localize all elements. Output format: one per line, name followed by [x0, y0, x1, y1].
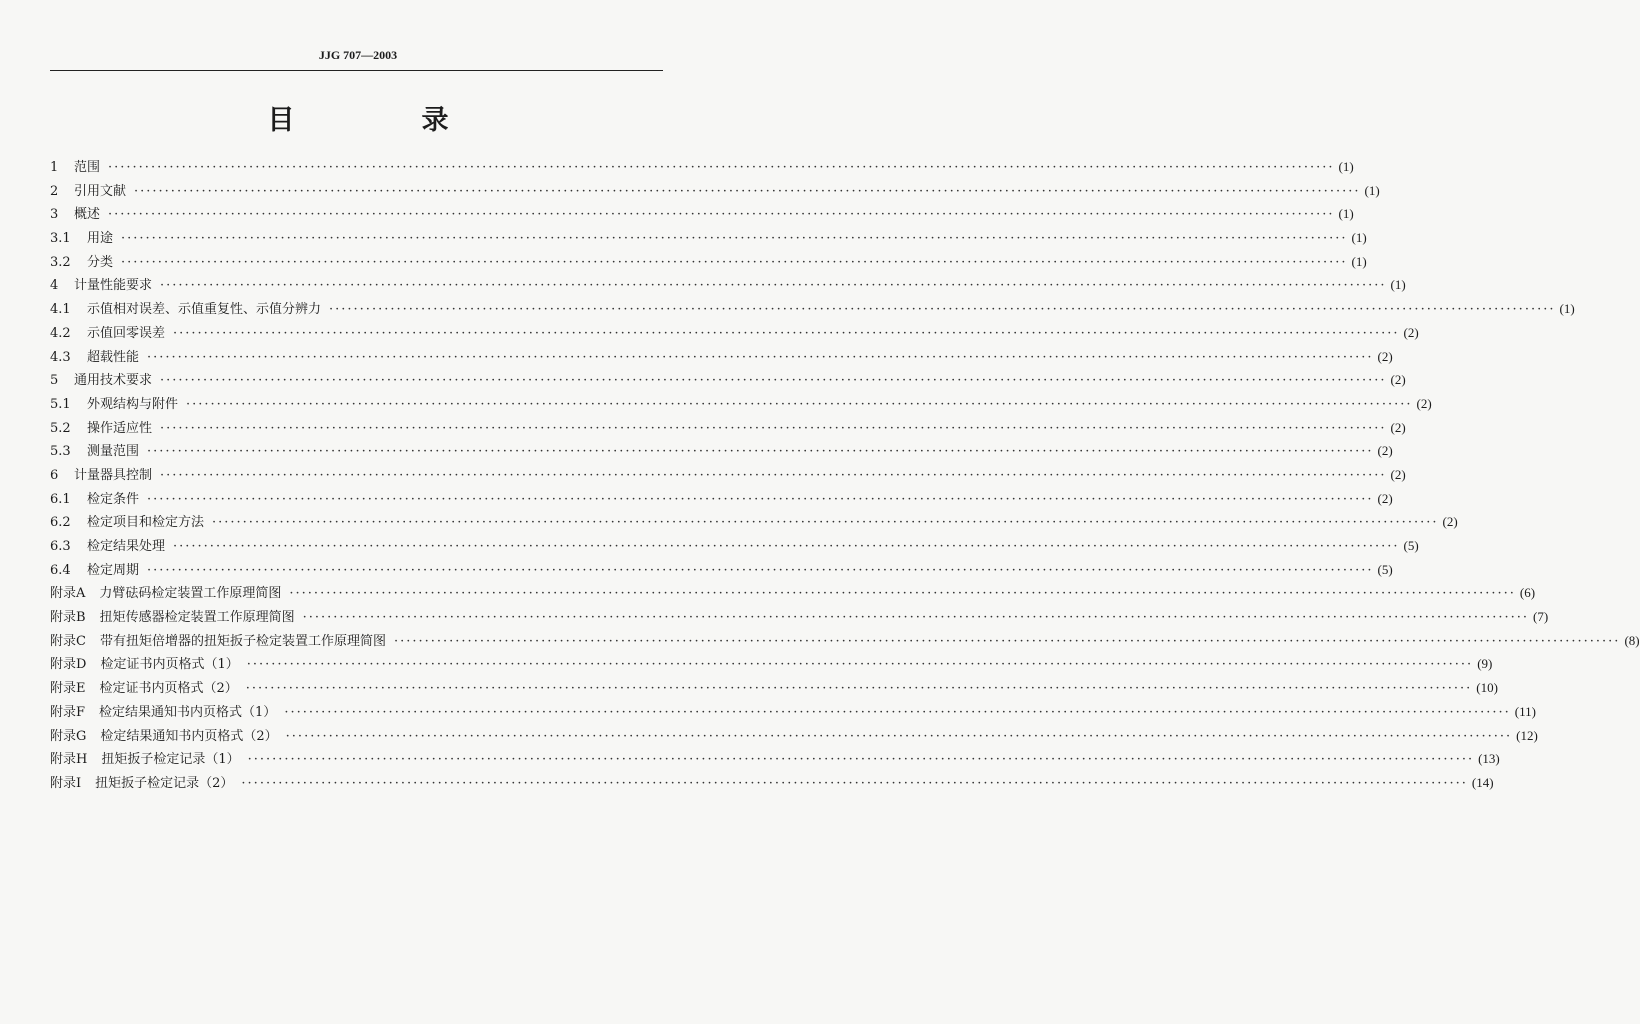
toc-entry[interactable]	[50, 653, 1493, 677]
toc-entry-page: (1)	[1559, 301, 1575, 317]
toc-entry-number: 3	[50, 207, 59, 223]
dot-leader: ········································································································································································································	[160, 278, 1387, 294]
dot-leader: ········································································································································································································	[284, 704, 1511, 720]
toc-entry-number: 4.3	[50, 349, 71, 365]
toc-entry[interactable]	[50, 156, 1354, 180]
table-of-contents	[50, 156, 1640, 796]
dot-leader: ········································································································································································································	[245, 681, 1473, 697]
dot-leader: ········································································································································································································	[160, 420, 1387, 436]
toc-entry-label: 示值回零误差	[87, 325, 166, 341]
toc-entry-label: 通用技术要求	[74, 373, 153, 389]
dot-leader: ········································································································································································································	[147, 349, 1374, 365]
header-rule	[50, 70, 663, 71]
toc-entry-label: 扭矩扳子检定记录（1）	[101, 752, 240, 768]
toc-entry-number: 3.1	[50, 231, 71, 247]
toc-entry-label: 检定证书内页格式（1）	[100, 657, 239, 673]
toc-entry-label: 外观结构与附件	[87, 396, 179, 412]
toc-entry-label: 扭矩传感器检定装置工作原理简图	[99, 610, 295, 626]
toc-entry-page: (12)	[1516, 727, 1538, 743]
toc-entry-page: (9)	[1477, 656, 1493, 672]
toc-entry-number: 附录A	[50, 586, 86, 602]
toc-entry-number: 6.1	[50, 491, 71, 507]
toc-entry-label: 检定结果通知书内页格式（2）	[100, 728, 278, 744]
toc-entry-page: (1)	[1390, 277, 1406, 293]
dot-leader: ········································································································································································································	[108, 160, 1335, 175]
toc-entry[interactable]	[50, 440, 1393, 464]
dot-leader: ········································································································································································································	[186, 396, 1413, 412]
toc-entry-page: (8)	[1624, 632, 1640, 648]
toc-entry-page: (14)	[1471, 774, 1494, 790]
toc-entry-page: (5)	[1403, 538, 1419, 553]
toc-entry-label: 示值相对误差、示值重复性、示值分辨力	[87, 302, 322, 318]
dot-leader: ········································································································································································································	[285, 728, 1513, 744]
dot-leader: ········································································································································································································	[173, 325, 1400, 341]
toc-entry[interactable]	[50, 725, 1538, 749]
toc-entry-page: (11)	[1514, 703, 1536, 719]
toc-entry[interactable]	[50, 203, 1354, 227]
toc-entry-label: 操作适应性	[87, 420, 153, 436]
toc-entry-label: 检定周期	[87, 562, 140, 578]
toc-entry-number: 5	[50, 373, 59, 389]
dot-leader: ········································································································································································································	[393, 633, 1621, 649]
toc-entry[interactable]	[50, 559, 1393, 583]
toc-entry-page: (10)	[1476, 680, 1498, 696]
toc-entry-number: 5.3	[50, 444, 71, 460]
dot-leader: ········································································································································································································	[121, 231, 1348, 247]
page-title: 目 录	[267, 105, 499, 136]
dot-leader: ········································································································································································································	[108, 207, 1335, 223]
toc-entry-page: (2)	[1377, 443, 1393, 459]
toc-entry-label: 概述	[74, 207, 101, 223]
toc-entry-page: (5)	[1377, 561, 1393, 577]
toc-entry-label: 分类	[87, 254, 114, 270]
toc-entry[interactable]	[50, 322, 1419, 346]
toc-entry-page: (2)	[1403, 324, 1419, 340]
toc-entry-number: 6.2	[50, 515, 71, 531]
toc-entry-label: 引用文献	[74, 183, 127, 199]
dot-leader: ········································································································································································································	[329, 302, 1556, 318]
toc-entry[interactable]	[50, 582, 1536, 606]
toc-entry-page: (1)	[1351, 230, 1367, 246]
toc-entry[interactable]	[50, 227, 1367, 251]
dot-leader: ········································································································································································································	[247, 752, 1475, 768]
toc-entry-label: 扭矩扳子检定记录（2）	[95, 775, 234, 791]
toc-entry[interactable]	[50, 630, 1640, 654]
toc-entry[interactable]	[50, 298, 1575, 322]
toc-entry-number: 附录I	[50, 775, 82, 791]
toc-entry-page: (2)	[1377, 490, 1393, 506]
dot-leader: ········································································································································································································	[147, 491, 1374, 507]
toc-entry[interactable]	[50, 346, 1393, 370]
toc-entry-number: 2	[50, 183, 59, 199]
toc-entry[interactable]	[50, 488, 1393, 512]
toc-entry-label: 测量范围	[87, 444, 140, 460]
toc-entry-number: 附录C	[50, 633, 86, 649]
toc-entry-label: 检定条件	[87, 491, 140, 507]
toc-entry[interactable]	[50, 511, 1458, 535]
dot-leader: ········································································································································································································	[302, 610, 1530, 626]
dot-leader: ········································································································································································································	[134, 183, 1361, 199]
toc-entry[interactable]	[50, 393, 1432, 417]
dot-leader: ········································································································································································································	[147, 562, 1374, 578]
toc-entry-number: 4.2	[50, 325, 71, 341]
toc-entry-number: 1	[50, 160, 59, 175]
toc-entry-label: 带有扭矩倍增器的扭矩扳子检定装置工作原理简图	[99, 633, 386, 649]
toc-entry[interactable]	[50, 677, 1498, 701]
dot-leader: ········································································································································································································	[160, 373, 1387, 389]
toc-entry-page: (6)	[1519, 585, 1536, 601]
toc-entry[interactable]	[50, 772, 1494, 796]
toc-entry-label: 检定结果处理	[87, 539, 166, 554]
toc-entry[interactable]	[50, 369, 1406, 393]
toc-entry-number: 6.4	[50, 562, 71, 578]
page-header: JJG 707—2003	[318, 48, 398, 62]
toc-entry-number: 3.2	[50, 254, 71, 270]
toc-entry-label: 用途	[87, 231, 114, 247]
toc-entry[interactable]	[50, 606, 1549, 630]
toc-entry-page: (1)	[1364, 182, 1380, 198]
toc-entry-number: 6.3	[50, 539, 71, 554]
toc-entry-number: 附录F	[50, 704, 86, 720]
toc-entry-number: 4.1	[50, 302, 71, 318]
toc-entry[interactable]	[50, 180, 1380, 204]
toc-entry-page: (1)	[1338, 206, 1354, 222]
toc-entry-page: (13)	[1478, 751, 1500, 767]
dot-leader: ········································································································································································································	[212, 515, 1439, 531]
toc-entry-page: (2)	[1416, 395, 1432, 411]
dot-leader: ········································································································································································································	[160, 467, 1387, 483]
dot-leader: ········································································································································································································	[121, 254, 1348, 270]
toc-entry-label: 范围	[74, 160, 101, 175]
toc-entry-number: 附录B	[50, 610, 86, 626]
toc-entry[interactable]	[50, 274, 1406, 298]
dot-leader: ········································································································································································································	[147, 444, 1374, 460]
dot-leader: ········································································································································································································	[241, 775, 1468, 791]
toc-entry-number: 5.2	[50, 420, 71, 436]
dot-leader: ········································································································································································································	[289, 586, 1516, 602]
toc-entry-label: 检定项目和检定方法	[87, 515, 205, 531]
dot-leader: ········································································································································································································	[246, 657, 1474, 673]
toc-entry-number: 4	[50, 278, 59, 294]
toc-entry-label: 计量性能要求	[74, 278, 153, 294]
toc-entry-page: (2)	[1442, 514, 1458, 530]
toc-entry[interactable]	[50, 748, 1500, 772]
toc-entry-number: 5.1	[50, 396, 71, 412]
toc-entry[interactable]	[50, 251, 1367, 275]
toc-entry-label: 计量器具控制	[74, 467, 153, 483]
toc-entry-label: 超载性能	[87, 349, 140, 365]
toc-entry-number: 附录D	[50, 657, 87, 673]
toc-entry-number: 附录E	[50, 681, 86, 697]
toc-entry-label: 检定结果通知书内页格式（1）	[99, 704, 277, 720]
toc-entry-page: (1)	[1338, 159, 1354, 174]
toc-entry-label: 检定证书内页格式（2）	[99, 681, 238, 697]
toc-entry-number: 附录G	[50, 728, 87, 744]
toc-entry[interactable]	[50, 464, 1406, 488]
toc-entry[interactable]	[50, 535, 1419, 559]
toc-entry[interactable]	[50, 701, 1536, 725]
toc-entry-number: 附录H	[50, 752, 88, 768]
toc-entry-page: (2)	[1390, 419, 1406, 435]
toc-entry[interactable]	[50, 417, 1406, 441]
toc-entry-page: (7)	[1533, 609, 1549, 625]
toc-entry-page: (1)	[1351, 253, 1367, 269]
toc-entry-label: 力臂砝码检定装置工作原理简图	[99, 586, 282, 602]
toc-entry-page: (2)	[1377, 348, 1393, 364]
toc-entry-number: 6	[50, 467, 59, 483]
toc-entry-page: (2)	[1390, 372, 1406, 388]
dot-leader: ········································································································································································································	[173, 539, 1400, 554]
toc-entry-page: (2)	[1390, 466, 1406, 482]
